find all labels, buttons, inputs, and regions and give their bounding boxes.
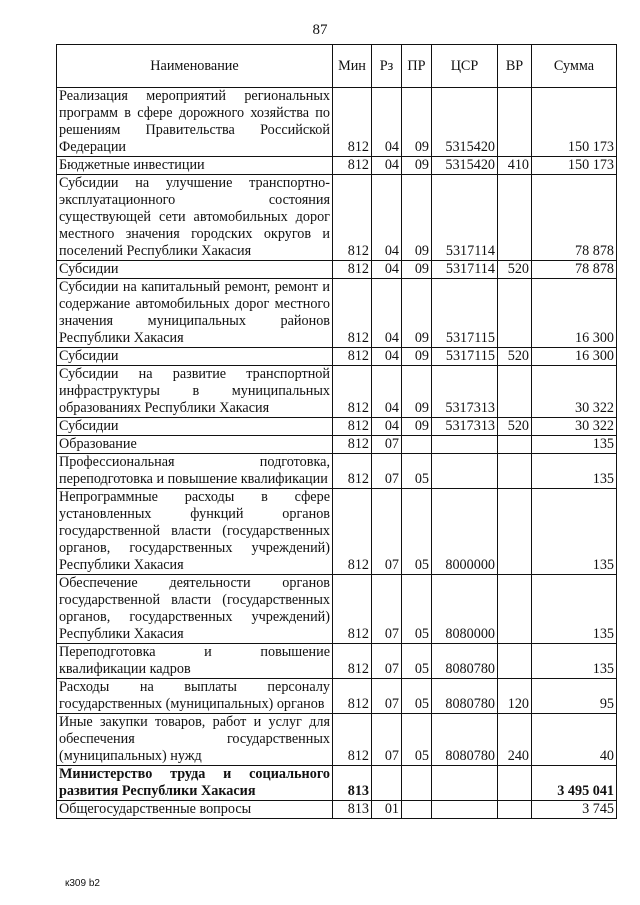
cell-min: 812 (333, 279, 372, 348)
cell-name: Субсидии (57, 418, 333, 436)
cell-vr (498, 766, 532, 801)
cell-name: Иные закупки товаров, работ и услуг для обеспечения государственных (муниципальных) нужд (57, 714, 333, 766)
page-number: 87 (312, 22, 328, 38)
cell-vr: 520 (498, 348, 532, 366)
cell-min: 812 (333, 418, 372, 436)
cell-name: Переподготовка и повышение квалификации кадров (57, 644, 333, 679)
cell-sum: 135 (532, 644, 617, 679)
cell-min: 812 (333, 489, 372, 575)
table-row (57, 261, 617, 279)
cell-rz: 07 (372, 644, 402, 679)
cell-sum: 3 745 (532, 801, 617, 819)
column-header-pr: ПР (402, 45, 432, 88)
cell-csr: 5317115 (432, 279, 498, 348)
cell-pr: 05 (402, 489, 432, 575)
cell-pr: 05 (402, 644, 432, 679)
cell-rz: 07 (372, 489, 402, 575)
cell-min: 812 (333, 157, 372, 175)
cell-csr (432, 801, 498, 819)
cell-vr: 120 (498, 679, 532, 714)
cell-csr: 5317313 (432, 366, 498, 418)
column-header-sum: Сумма (532, 45, 617, 88)
cell-pr: 05 (402, 575, 432, 644)
cell-rz: 04 (372, 175, 402, 261)
cell-pr: 09 (402, 418, 432, 436)
cell-min: 812 (333, 88, 372, 157)
cell-rz (372, 766, 402, 801)
cell-rz: 07 (372, 679, 402, 714)
cell-min: 812 (333, 261, 372, 279)
table-row (57, 644, 617, 679)
cell-name: Субсидии на улучшение транспортно-эксплуатационного состояния существующей сети автомобильных дорог местного значения городских округов и поселений Республики Хакасия (57, 175, 333, 261)
cell-vr (498, 454, 532, 489)
cell-name: Субсидии (57, 348, 333, 366)
cell-min: 812 (333, 644, 372, 679)
cell-sum: 78 878 (532, 175, 617, 261)
cell-csr (432, 454, 498, 489)
cell-sum: 150 173 (532, 88, 617, 157)
cell-pr: 09 (402, 366, 432, 418)
cell-csr: 5317115 (432, 348, 498, 366)
table-row (57, 766, 617, 801)
cell-csr: 8080000 (432, 575, 498, 644)
cell-vr (498, 279, 532, 348)
cell-vr: 410 (498, 157, 532, 175)
table-row (57, 436, 617, 454)
table-row (57, 88, 617, 157)
column-header-name: Наименование (57, 45, 333, 88)
cell-csr: 8080780 (432, 644, 498, 679)
cell-vr (498, 88, 532, 157)
cell-pr (402, 766, 432, 801)
table-row (57, 489, 617, 575)
cell-pr: 09 (402, 88, 432, 157)
cell-rz: 04 (372, 418, 402, 436)
cell-rz: 04 (372, 157, 402, 175)
column-header-min: Мин (333, 45, 372, 88)
table-row (57, 279, 617, 348)
cell-rz: 07 (372, 714, 402, 766)
cell-csr: 5317313 (432, 418, 498, 436)
cell-vr: 520 (498, 261, 532, 279)
cell-vr (498, 175, 532, 261)
cell-min: 812 (333, 175, 372, 261)
cell-vr (498, 644, 532, 679)
footer-code: к309 b2 (65, 878, 100, 889)
cell-name: Бюджетные инвестиции (57, 157, 333, 175)
cell-min: 812 (333, 454, 372, 489)
cell-name: Профессиональная подготовка, переподготовка и повышение квалификации (57, 454, 333, 489)
cell-rz: 01 (372, 801, 402, 819)
cell-rz: 07 (372, 575, 402, 644)
cell-pr: 05 (402, 454, 432, 489)
cell-rz: 04 (372, 366, 402, 418)
cell-name: Обеспечение деятельности органов государственной власти (государственных органов, государственных учреждений) Республики Хакасия (57, 575, 333, 644)
cell-rz: 04 (372, 261, 402, 279)
cell-pr (402, 801, 432, 819)
cell-sum: 3 495 041 (532, 766, 617, 801)
cell-csr (432, 436, 498, 454)
cell-csr: 8080780 (432, 679, 498, 714)
cell-min: 813 (333, 801, 372, 819)
budget-table (56, 44, 617, 819)
table-row (57, 714, 617, 766)
cell-csr: 5315420 (432, 88, 498, 157)
cell-pr: 09 (402, 279, 432, 348)
table-body (57, 88, 617, 819)
column-header-rz: Рз (372, 45, 402, 88)
cell-name: Субсидии на капитальный ремонт, ремонт и содержание автомобильных дорог местного значения муниципальных районов Республики Хакасия (57, 279, 333, 348)
cell-rz: 04 (372, 88, 402, 157)
cell-vr (498, 366, 532, 418)
table-row (57, 679, 617, 714)
table-row (57, 418, 617, 436)
column-header-vr: ВР (498, 45, 532, 88)
table-row (57, 175, 617, 261)
cell-pr (402, 436, 432, 454)
cell-name: Субсидии (57, 261, 333, 279)
cell-sum: 135 (532, 454, 617, 489)
cell-rz: 07 (372, 436, 402, 454)
table-row (57, 366, 617, 418)
table-row (57, 801, 617, 819)
cell-csr: 8000000 (432, 489, 498, 575)
cell-sum: 30 322 (532, 418, 617, 436)
cell-sum: 16 300 (532, 348, 617, 366)
cell-sum: 135 (532, 489, 617, 575)
cell-sum: 150 173 (532, 157, 617, 175)
cell-name: Реализация мероприятий региональных программ в сфере дорожного хозяйства по решениям Правительства Российской Федерации (57, 88, 333, 157)
cell-pr: 05 (402, 679, 432, 714)
cell-pr: 09 (402, 261, 432, 279)
cell-vr (498, 489, 532, 575)
cell-pr: 09 (402, 175, 432, 261)
cell-min: 812 (333, 679, 372, 714)
cell-sum: 135 (532, 575, 617, 644)
cell-name: Непрограммные расходы в сфере установленных функций органов государственной власти (государственных органов, государственных учреждений) Республики Хакасия (57, 489, 333, 575)
cell-pr: 09 (402, 348, 432, 366)
cell-min: 812 (333, 366, 372, 418)
cell-csr: 5317114 (432, 175, 498, 261)
table-row (57, 157, 617, 175)
cell-min: 812 (333, 436, 372, 454)
cell-sum: 16 300 (532, 279, 617, 348)
cell-vr (498, 436, 532, 454)
cell-vr: 520 (498, 418, 532, 436)
cell-name: Субсидии на развитие транспортной инфраструктуры в муниципальных образованиях Республики Хакасия (57, 366, 333, 418)
cell-min: 812 (333, 348, 372, 366)
cell-sum: 95 (532, 679, 617, 714)
cell-min: 812 (333, 714, 372, 766)
cell-min: 813 (333, 766, 372, 801)
table-header-row (57, 45, 617, 88)
table-row (57, 575, 617, 644)
cell-csr (432, 766, 498, 801)
cell-sum: 30 322 (532, 366, 617, 418)
cell-vr: 240 (498, 714, 532, 766)
cell-pr: 05 (402, 714, 432, 766)
cell-sum: 78 878 (532, 261, 617, 279)
cell-csr: 5315420 (432, 157, 498, 175)
cell-vr (498, 575, 532, 644)
cell-name: Министерство труда и социального развития Республики Хакасия (57, 766, 333, 801)
table-row (57, 348, 617, 366)
table-row (57, 454, 617, 489)
cell-min: 812 (333, 575, 372, 644)
column-header-csr: ЦСР (432, 45, 498, 88)
cell-csr: 5317114 (432, 261, 498, 279)
cell-sum: 135 (532, 436, 617, 454)
cell-name: Образование (57, 436, 333, 454)
cell-pr: 09 (402, 157, 432, 175)
cell-name: Расходы на выплаты персоналу государственных (муниципальных) органов (57, 679, 333, 714)
cell-name: Общегосударственные вопросы (57, 801, 333, 819)
cell-vr (498, 801, 532, 819)
cell-rz: 04 (372, 348, 402, 366)
cell-csr: 8080780 (432, 714, 498, 766)
cell-sum: 40 (532, 714, 617, 766)
cell-rz: 07 (372, 454, 402, 489)
cell-rz: 04 (372, 279, 402, 348)
